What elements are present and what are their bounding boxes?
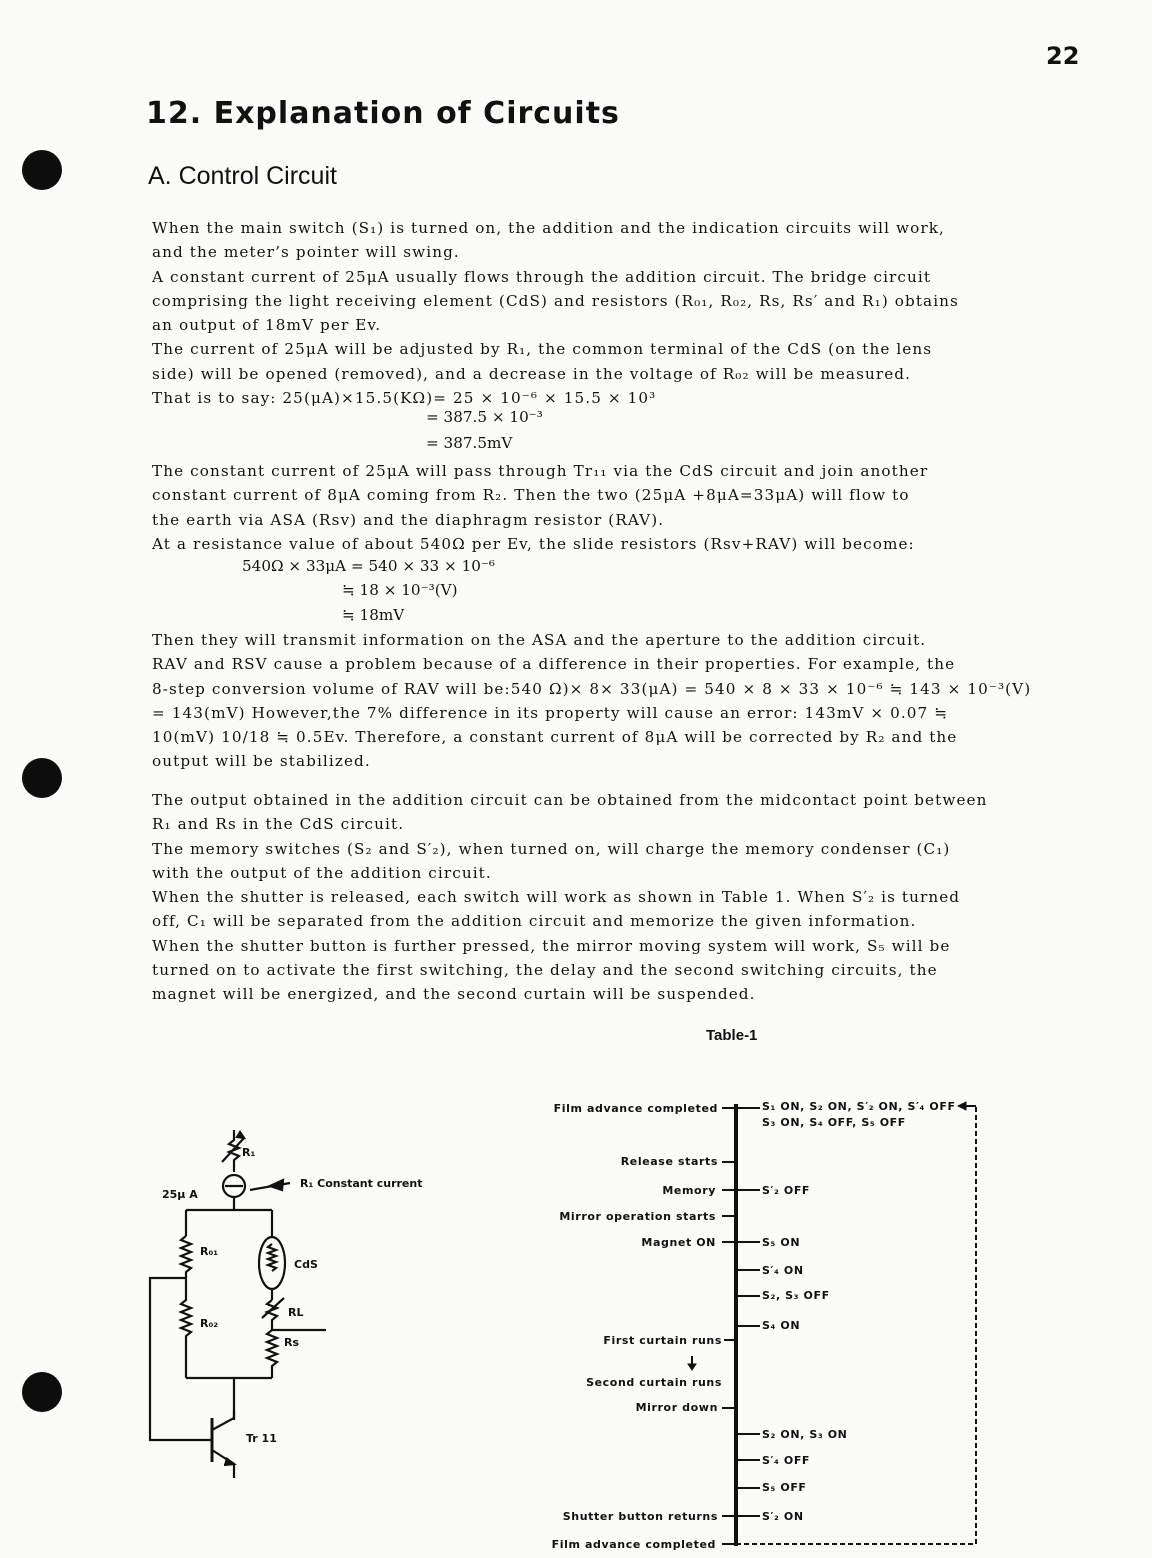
- text-line: comprising the light receiving element (CdS) and resistors (R₀₁, R₀₂, Rs, Rs′ and R₁) obtains: [152, 291, 959, 310]
- text-line: At a resistance value of about 540Ω per Ev, the slide resistors (Rsv+RAV) will become:: [152, 534, 915, 553]
- table-event-label: Release starts: [620, 1155, 718, 1168]
- table-switch-state: S₂, S₃ OFF: [762, 1289, 830, 1302]
- resistor-rs: [267, 1330, 277, 1378]
- label-r02: R₀₂: [200, 1317, 219, 1330]
- timing-table: [688, 1102, 976, 1546]
- table-event-label: Mirror operation starts: [559, 1210, 716, 1223]
- equation-line: ≒ 18 × 10⁻³(V): [342, 581, 458, 599]
- text-line: with the output of the addition circuit.: [152, 863, 492, 882]
- equation-line: = 387.5mV: [426, 434, 513, 452]
- table-event-label: First curtain runs: [603, 1334, 722, 1347]
- text-line: side) will be opened (removed), and a decrease in the voltage of R₀₂ will be measured.: [152, 364, 912, 383]
- table-switch-state: S₂ ON, S₃ ON: [762, 1428, 848, 1441]
- text-line: When the shutter button is further pressed, the mirror moving system will work, S₅ will be: [152, 936, 951, 955]
- resistor-r02: [181, 1278, 191, 1378]
- label-r01: R₀₁: [200, 1245, 219, 1258]
- table-event-label: Film advance completed: [553, 1102, 718, 1115]
- equation-line: = 387.5 × 10⁻³: [426, 408, 543, 426]
- equation-line: 540Ω × 33μA = 540 × 33 × 10⁻⁶: [242, 557, 496, 575]
- text-line: = 143(mV) However,the 7% difference in its property will cause an error: 143mV × 0.07 ≒: [152, 703, 949, 722]
- table-event-label: Magnet ON: [641, 1236, 716, 1249]
- text-line: an output of 18mV per Ev.: [152, 316, 382, 335]
- text-line: R₁ and Rs in the CdS circuit.: [152, 815, 405, 834]
- label-constant-current: R₁ Constant current: [300, 1177, 423, 1190]
- table-switch-state: S₃ ON, S₄ OFF, S₅ OFF: [762, 1116, 906, 1129]
- table-switch-state: S′₄ ON: [762, 1264, 804, 1277]
- label-rs: Rs: [284, 1336, 300, 1349]
- text-line: The constant current of 25μA will pass through Tr₁₁ via the CdS circuit and join another: [152, 462, 929, 480]
- table-event-label: Film advance completed: [551, 1538, 716, 1551]
- label-cds: CdS: [294, 1258, 318, 1271]
- page-number: 22: [1046, 42, 1080, 70]
- table-switch-state: S₄ ON: [762, 1319, 801, 1332]
- label-current: 25μ A: [162, 1188, 198, 1201]
- table-switch-state: S′₂ ON: [762, 1510, 804, 1523]
- section-title: 12. Explanation of Circuits: [146, 96, 620, 131]
- text-line: RAV and RSV cause a problem because of a difference in their properties. For example, the: [152, 655, 956, 674]
- equation-line: ≒ 18mV: [342, 606, 405, 624]
- table-event-label: Second curtain runs: [586, 1376, 722, 1389]
- text-line: When the main switch (S₁) is turned on, the addition and the indication circuits will work,: [152, 219, 945, 237]
- label-tr11: Tr 11: [246, 1432, 277, 1445]
- table-event-label: Mirror down: [635, 1401, 718, 1414]
- text-line: 10(mV) 10/18 ≒ 0.5Ev. Therefore, a constant current of 8μA will be corrected by R₂ and the: [152, 728, 958, 747]
- table-event-label: Memory: [662, 1184, 716, 1197]
- label-r1: R₁: [242, 1146, 256, 1159]
- table-event-label: Shutter button returns: [562, 1510, 718, 1523]
- text-line: A constant current of 25μA usually flows through the addition circuit. The bridge circuit: [152, 267, 932, 286]
- table-switch-state: S₅ ON: [762, 1236, 801, 1249]
- text-line: 8-step conversion volume of RAV will be:540 Ω)× 8× 33(μA) = 540 × 8 × 33 × 10⁻⁶ ≒ 143 × 10⁻³(V): [152, 679, 1032, 698]
- text-line: constant current of 8μA coming from R₂. Then the two (25μA +8μA=33μA) will flow to: [152, 486, 910, 505]
- text-line: The output obtained in the addition circuit can be obtained from the midcontact point between: [152, 791, 988, 809]
- label-rl: RL: [288, 1306, 304, 1319]
- text-line: off, C₁ will be separated from the addition circuit and memorize the given information.: [152, 912, 917, 931]
- text-line: The memory switches (S₂ and S′₂), when turned on, will charge the memory condenser (C₁): [152, 839, 951, 858]
- table-switch-state: S′₄ OFF: [762, 1454, 811, 1467]
- subsection-title: A. Control Circuit: [148, 162, 337, 190]
- text-line: That is to say: 25(μA)×15.5(KΩ)= 25 × 10⁻⁶ × 15.5 × 10³: [152, 389, 657, 408]
- text-line: The current of 25μA will be adjusted by R₁, the common terminal of the CdS (on the lens: [152, 340, 933, 359]
- resistor-r01: [181, 1236, 191, 1278]
- text-line: turned on to activate the first switching, the delay and the second switching circuits, the: [152, 961, 938, 980]
- table-switch-state: S₅ OFF: [762, 1481, 807, 1494]
- text-line: Then they will transmit information on the ASA and the aperture to the addition circuit.: [152, 631, 927, 649]
- text-line: output will be stabilized.: [152, 752, 371, 771]
- text-line: the earth via ASA (Rsv) and the diaphragm resistor (RAV).: [152, 510, 665, 529]
- table-title: Table-1: [706, 1027, 758, 1044]
- text-line: magnet will be energized, and the second curtain will be suspended.: [152, 985, 756, 1004]
- table-switch-state: S₁ ON, S₂ ON, S′₂ ON, S′₄ OFF: [762, 1100, 956, 1113]
- text-line: and the meter’s pointer will swing.: [152, 243, 460, 262]
- text-line: When the shutter is released, each switch will work as shown in Table 1. When S′₂ is turned: [152, 888, 961, 907]
- table-switch-state: S′₂ OFF: [762, 1184, 811, 1197]
